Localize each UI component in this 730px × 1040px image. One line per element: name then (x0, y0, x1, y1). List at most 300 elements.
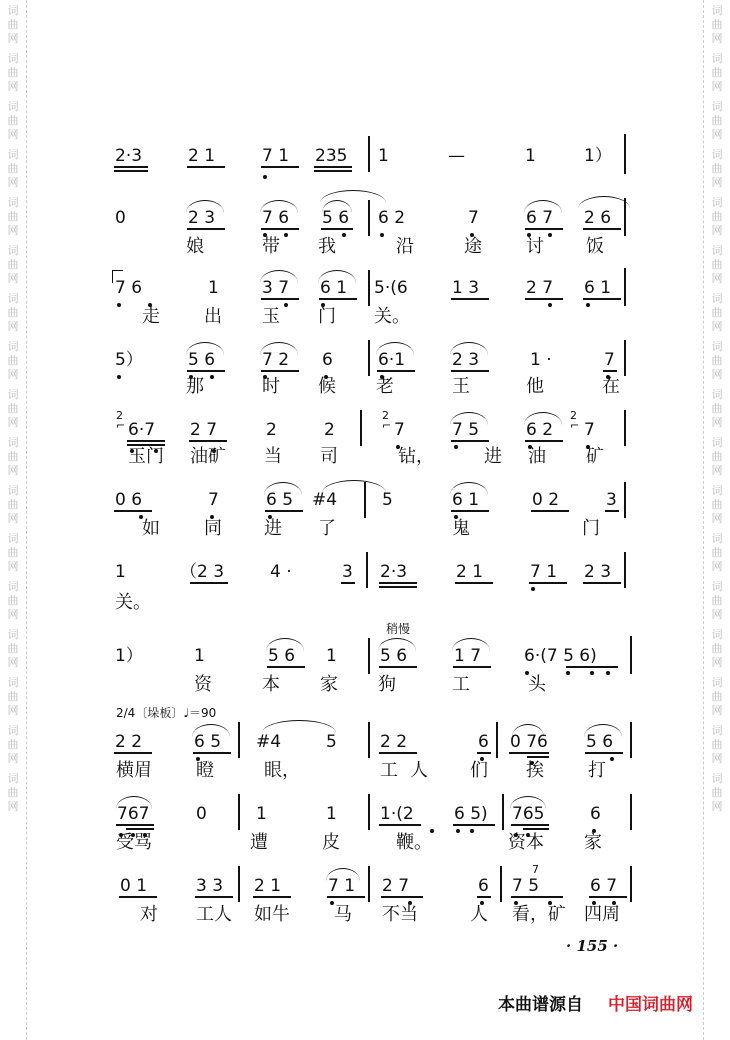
lyric: 油 (528, 446, 546, 467)
underline (477, 752, 491, 754)
lyric: 候 (318, 376, 336, 397)
lyric: 如 (142, 518, 160, 539)
note-group: 765 (512, 804, 545, 824)
underline (265, 510, 303, 512)
bar-line (368, 794, 370, 830)
note-group: 6 5) (454, 804, 488, 824)
note-group: — (448, 146, 465, 166)
lyric: 工 (452, 674, 470, 695)
lyric: 关。 (374, 306, 410, 327)
lyric: 他 (526, 376, 544, 397)
watermark-text: 词曲网 (711, 484, 723, 525)
underline (321, 228, 353, 230)
note-group: 7 (584, 420, 595, 440)
watermark-text: 词曲网 (7, 676, 19, 717)
underline (381, 896, 423, 898)
note-group: 0 1 (120, 876, 148, 896)
bar-line (630, 636, 632, 674)
note-group: 2 7 (190, 420, 218, 440)
bar-line (238, 722, 240, 758)
bar-line (368, 200, 370, 236)
note-group: 5 (382, 490, 393, 510)
lyric: 门 (582, 518, 600, 539)
watermark-text: 词曲网 (711, 244, 723, 285)
lyric: 出 (204, 306, 222, 327)
underline (583, 298, 621, 300)
watermark-text: 词曲网 (7, 148, 19, 189)
low-octave-dot (606, 671, 610, 675)
grace-note: 2 (382, 409, 389, 422)
note-group: 1 (525, 146, 536, 166)
lyric: 玉门 (128, 446, 164, 467)
bar-line (624, 482, 626, 518)
lyric: 受骂 (116, 832, 152, 853)
underline (319, 298, 357, 300)
low-octave-dot (590, 671, 594, 675)
note-group: 1 (326, 646, 337, 666)
note-group: 2 1 (188, 146, 216, 166)
note-group: 6·1 (378, 350, 406, 370)
bar-line (624, 410, 626, 446)
underline (529, 582, 567, 584)
underline (509, 752, 549, 754)
note-group: 6 1 (452, 490, 480, 510)
note-group: 2 3 (452, 350, 480, 370)
watermark-text: 词曲网 (7, 628, 19, 669)
underline (453, 666, 491, 668)
lyric: 横眉 (116, 760, 152, 781)
watermark-text: 词曲网 (711, 196, 723, 237)
underline (114, 510, 152, 512)
underline (267, 666, 305, 668)
watermark-text: 词曲网 (711, 52, 723, 93)
note-group: 6 (478, 732, 489, 752)
lyric: 本 (262, 674, 280, 695)
bar-line (368, 340, 370, 376)
note-group: 6 5 (266, 490, 294, 510)
watermark-text: 词曲网 (7, 436, 19, 477)
bar-line (366, 552, 368, 588)
underline (531, 510, 569, 512)
watermark-text: 词曲网 (711, 628, 723, 669)
footer-source-label: 本曲谱源自 (498, 995, 583, 1015)
note-group: 2 (266, 420, 277, 440)
low-octave-dot (284, 233, 288, 237)
underline (511, 896, 563, 898)
underline (116, 824, 154, 826)
note-group: 3 (342, 562, 353, 582)
underline (314, 170, 352, 172)
underline (253, 896, 291, 898)
note-group: 6 (590, 804, 601, 824)
note-group: 6 1 (584, 278, 612, 298)
note-group: 0 (115, 208, 126, 228)
lyric: 家 (584, 832, 602, 853)
underline (525, 440, 563, 442)
underline (114, 170, 148, 172)
watermark-text: 词曲网 (7, 724, 19, 765)
note-group: 6 1 (320, 278, 348, 298)
note-group: 1 3 (452, 278, 480, 298)
watermark-text: 词曲网 (711, 580, 723, 621)
lyric: 遭 (250, 832, 268, 853)
tempo-marking-slower: 稍慢 (386, 622, 411, 636)
bar-line (368, 866, 370, 902)
bar-line (630, 794, 632, 830)
low-octave-dot (548, 303, 552, 307)
bar-line (624, 340, 626, 376)
bar-line (500, 866, 502, 902)
underline (566, 666, 618, 668)
lyric: 饭 (586, 236, 604, 257)
underline (261, 166, 299, 168)
note-group: 7 1 (328, 876, 356, 896)
bar-line (238, 866, 240, 902)
note-group: 2 1 (456, 562, 484, 582)
note-group: （2 3 (180, 562, 225, 582)
note-group: 6 7 (526, 208, 554, 228)
low-octave-dot (117, 303, 121, 307)
lyric: 途 (464, 236, 482, 257)
grace-note: 7 (532, 863, 539, 876)
note-group: 7 (208, 490, 219, 510)
bar-line (630, 722, 632, 758)
note-group: 0 (196, 804, 207, 824)
note-group: 5 6 (322, 208, 350, 228)
note-group: #4 (256, 732, 282, 752)
meter-tempo-marking: 2/4〔垛板〕♩＝90 (116, 706, 217, 720)
underline (187, 228, 225, 230)
lyric: 王 (452, 376, 470, 397)
watermark-text: 词曲网 (7, 772, 19, 813)
lyric: 油矿 (190, 446, 226, 467)
underline (119, 896, 157, 898)
note-group: 2 6 (584, 208, 612, 228)
note-group: 3 7 (262, 278, 290, 298)
underline (455, 582, 493, 584)
underline (187, 370, 225, 372)
note-group: 6 2 (378, 208, 406, 228)
underline (193, 752, 231, 754)
watermark-text: 词曲网 (711, 388, 723, 429)
lyric: 工 (380, 760, 398, 781)
low-octave-dot (284, 303, 288, 307)
lyric: 在 (602, 376, 620, 397)
grace-hook: ⌐ (570, 419, 580, 432)
note-group: 3 3 (196, 876, 224, 896)
note-group: 5·(6 (374, 278, 408, 298)
underline (379, 586, 417, 588)
note-group: 7 5 (512, 876, 540, 896)
low-octave-dot (610, 757, 614, 761)
lyric: 们 (470, 760, 488, 781)
bar-line (368, 722, 370, 758)
lyric: 了 (318, 518, 336, 539)
underline (451, 298, 489, 300)
lyric: 进 (484, 446, 502, 467)
note-group: 7 (394, 420, 405, 440)
note-group: 5 6 (380, 646, 408, 666)
underline (126, 828, 154, 830)
low-octave-dot (454, 445, 458, 449)
grace-note: 2 (570, 409, 577, 422)
note-group: 6 (478, 876, 489, 896)
note-group: 1 (378, 146, 389, 166)
underline (589, 896, 627, 898)
note-group: 767 (117, 804, 150, 824)
bar-line (360, 410, 362, 446)
underline (114, 752, 152, 754)
low-octave-dot (586, 303, 590, 307)
underline (451, 510, 489, 512)
note-group: 0 6 (115, 490, 143, 510)
low-octave-dot (531, 587, 535, 591)
underline (379, 666, 417, 668)
lyric: 进 (264, 518, 282, 539)
note-group: 2 1 (254, 876, 282, 896)
low-octave-dot (566, 671, 570, 675)
grace-note: 2 (116, 409, 123, 422)
note-group: 0 2 (532, 490, 560, 510)
lyric: 四周 (584, 904, 620, 925)
low-octave-dot (210, 375, 214, 379)
lyric: 马 (334, 904, 352, 925)
low-octave-dot (263, 175, 267, 179)
watermark-text: 词曲网 (7, 52, 19, 93)
underline (327, 896, 365, 898)
low-octave-dot (117, 375, 121, 379)
watermark-text: 词曲网 (7, 388, 19, 429)
underline (341, 582, 355, 584)
underline (261, 298, 299, 300)
lyric: 人 (470, 904, 488, 925)
note-group: 6 (322, 350, 333, 370)
underline (603, 370, 617, 372)
underline (585, 752, 623, 754)
note-group: 1 (326, 804, 337, 824)
underline (453, 824, 495, 826)
lyric: 对 (140, 904, 158, 925)
underline (261, 370, 299, 372)
note-group: 7 1 (530, 562, 558, 582)
underline (525, 228, 563, 230)
watermark-text: 词曲网 (711, 724, 723, 765)
underline (314, 166, 352, 168)
grace-hook: ⌐ (382, 419, 392, 432)
bar-line (496, 722, 498, 758)
lyric: 矿 (586, 446, 604, 467)
watermark-text: 词曲网 (7, 532, 19, 573)
lyric: 瞪 (196, 760, 214, 781)
lyric: 老 (376, 376, 394, 397)
note-group: 6·7 (128, 420, 156, 440)
lyric: 资本 (508, 832, 544, 853)
bar-line (368, 270, 370, 306)
watermark-text: 词曲网 (7, 196, 19, 237)
underline (451, 370, 489, 372)
lyric: 眼， (264, 760, 300, 781)
underline (583, 228, 621, 230)
note-group: 7 6 (115, 278, 143, 298)
underline (477, 896, 491, 898)
bar-line (364, 482, 366, 518)
lyric: 走 (142, 306, 160, 327)
note-group: 2 7 (526, 278, 554, 298)
underline (127, 440, 165, 442)
left-watermark-strip (0, 0, 27, 1040)
lyric: 看，矿 (512, 904, 566, 925)
underline (523, 828, 549, 830)
underline (190, 582, 228, 584)
right-watermark-strip (703, 0, 730, 1040)
watermark-text: 词曲网 (711, 772, 723, 813)
note-group: 1 (256, 804, 267, 824)
lyric: 同 (204, 518, 222, 539)
watermark-text: 词曲网 (7, 244, 19, 285)
footer-site-link[interactable]: 中国词曲网 (608, 995, 693, 1015)
bar-line (624, 268, 626, 306)
lyric: 家 (320, 674, 338, 695)
underline (451, 440, 489, 442)
watermark-text: 词曲网 (711, 532, 723, 573)
underline (379, 582, 417, 584)
lyric: 讨 (526, 236, 544, 257)
note-group: 5 6 (586, 732, 614, 752)
watermark-text: 词曲网 (711, 292, 723, 333)
note-group: 2·3 (380, 562, 408, 582)
note-group: 1 · (530, 350, 552, 370)
watermark-text: 词曲网 (7, 292, 19, 333)
note-group: 2 2 (115, 732, 143, 752)
note-group: 7 1 (262, 146, 290, 166)
lyric: 如牛 (254, 904, 290, 925)
lyric: 工人 (196, 904, 232, 925)
watermark-text: 词曲网 (7, 580, 19, 621)
note-group: 2·3 (115, 146, 143, 166)
low-octave-dot (342, 233, 346, 237)
note-group: 6 5 (194, 732, 222, 752)
note-group: 7 6 (262, 208, 290, 228)
note-group: 6 2 (526, 420, 554, 440)
note-group: 2 2 (380, 732, 408, 752)
bar-line (368, 638, 370, 674)
lyric: 那 (186, 376, 204, 397)
note-group: 5 (326, 732, 337, 752)
note-group: 5 6 (268, 646, 296, 666)
note-group: 6 7 (590, 876, 618, 896)
note-group: 7 5 (452, 420, 480, 440)
bar-line (624, 134, 626, 174)
lyric: 鞭。 (396, 832, 432, 853)
note-group: 1·(2 (380, 804, 414, 824)
lyric: 头 (528, 674, 546, 695)
lyric: 门 (318, 306, 336, 327)
note-group: 1） (584, 146, 612, 166)
underline (114, 166, 148, 168)
note-group: 5） (115, 350, 143, 370)
note-group: 2 7 (382, 876, 410, 896)
note-group: 3 (606, 490, 617, 510)
note-group: 6·(7 5 6) (524, 646, 597, 666)
underline (189, 440, 227, 442)
underline (511, 824, 549, 826)
watermark-text: 词曲网 (7, 484, 19, 525)
underline (195, 896, 233, 898)
note-group: 1） (115, 646, 143, 666)
watermark-text: 词曲网 (711, 148, 723, 189)
underline (605, 510, 619, 512)
watermark-text: 词曲网 (711, 340, 723, 381)
lyric: 关。 (115, 592, 151, 613)
low-octave-dot (548, 233, 552, 237)
lyric: 时 (262, 376, 280, 397)
lyric: 不当 (382, 904, 418, 925)
low-octave-dot (380, 233, 384, 237)
lyric: 皮 (322, 832, 340, 853)
note-group: 235 (315, 146, 348, 166)
bar-line (624, 198, 626, 236)
watermark-text: 词曲网 (7, 340, 19, 381)
underline (525, 298, 563, 300)
lyric: 狗 (378, 674, 396, 695)
low-octave-dot (456, 829, 460, 833)
lyric: 钻， (398, 446, 434, 467)
underline (527, 756, 549, 758)
lyric: 我 (318, 236, 336, 257)
page-number: · 155 · (566, 937, 619, 955)
underline (583, 582, 621, 584)
watermark-text: 词曲网 (711, 4, 723, 45)
grace-hook: ⌐ (116, 419, 126, 432)
note-group: #4 (312, 490, 338, 510)
lyric: 打 (588, 760, 606, 781)
note-group: 7 (468, 208, 479, 228)
lyric: 娘 (186, 236, 204, 257)
note-group: 1 (115, 562, 126, 582)
lyric: 人 (410, 760, 428, 781)
watermark-text: 词曲网 (7, 4, 19, 45)
note-group: 2 3 (584, 562, 612, 582)
lyric: 玉 (262, 306, 280, 327)
lyric: 司 (320, 446, 338, 467)
note-group: 1 (208, 278, 219, 298)
lyric: 挨 (526, 760, 544, 781)
lyric: 当 (264, 446, 282, 467)
note-group: 2 (324, 420, 335, 440)
note-group: 1 (194, 646, 205, 666)
watermark-text: 词曲网 (7, 100, 19, 141)
watermark-text: 词曲网 (711, 100, 723, 141)
lyric: 鬼 (452, 518, 470, 539)
note-group: 7 (604, 350, 615, 370)
bar-line (502, 794, 504, 830)
note-group: 0 76 (510, 732, 548, 752)
note-group: 4 · (270, 562, 292, 582)
lyric: 沿 (396, 236, 414, 257)
bar-line (238, 794, 240, 830)
lyric: 资 (194, 674, 212, 695)
bar-line (630, 866, 632, 902)
underline (377, 370, 415, 372)
bar-line (624, 552, 626, 588)
lyric: 带 (262, 236, 280, 257)
note-group: 2 3 (188, 208, 216, 228)
note-group: 7 2 (262, 350, 290, 370)
underline (379, 824, 421, 826)
underline (261, 228, 299, 230)
bar-line (368, 136, 370, 172)
watermark-text: 词曲网 (711, 676, 723, 717)
